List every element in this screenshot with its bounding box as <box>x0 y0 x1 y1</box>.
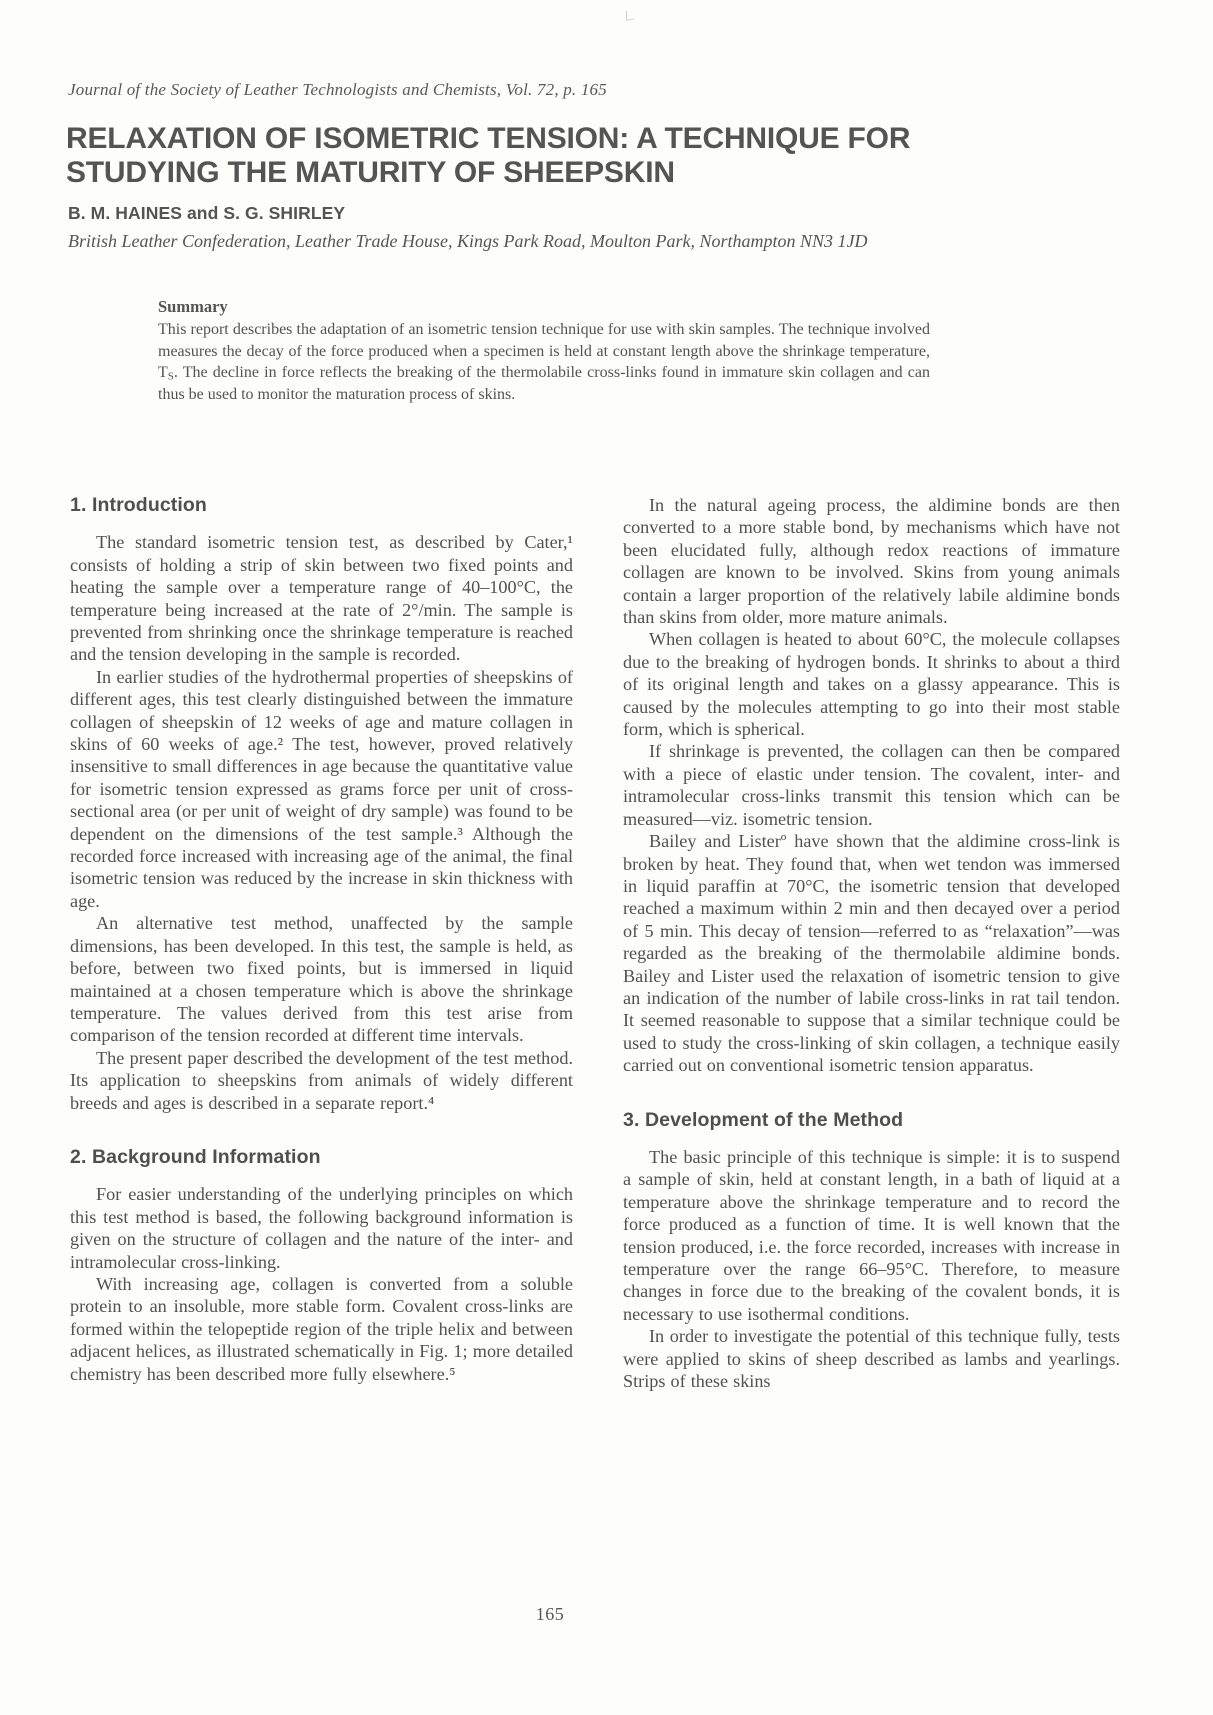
section-heading-development-of-method: 3. Development of the Method <box>623 1108 904 1131</box>
journal-citation-line: Journal of the Society of Leather Technologists and Chemists, Vol. 72, p. 165 <box>68 80 607 99</box>
section-heading-background-information: 2. Background Information <box>70 1145 321 1168</box>
paragraph: The basic principle of this technique is simple: it is to suspend a sample of skin, held at constant length, in a bath of liquid at a temperature above the shrinkage temperature and to record the force produced as a function of time. It is well known that the tension produced, i.e. the force recorded, increases with increase in temperature over the range 66–95°C. Therefore, to measure changes in force due to the breaking of the covalent bonds, it is necessary to use isothermal conditions. <box>623 1146 1120 1324</box>
left-column <box>70 494 573 1392</box>
summary-text <box>158 319 930 405</box>
paragraph: In the natural ageing process, the aldimine bonds are then converted to a more stable bond, by mechanisms which have not been elucidated fully, although redox reactions of immature collagen are known to be involved. Skins from young animals contain a larger proportion of the relatively labile aldimine bonds than skins from older, more mature animals. <box>623 495 1120 628</box>
paragraph: For easier understanding of the underlying principles on which this test method is based, the following background information is given on the structure of collagen and the nature of the inter- and intramolecular cross-linking. <box>70 1184 573 1272</box>
paragraph: In earlier studies of the hydrothermal properties of sheepskins of different ages, this test clearly distinguished between the immature collagen of sheepskin of 12 weeks of age and mature collagen in skins of 60 weeks of age.² The test, however, proved relatively insensitive to small differences in age because the quantitative value for isometric tension expressed as grams force per unit of cross-sectional area (or per unit of weight of dry sample) was found to be dependent on the dimensions of the test sample.³ Although the recorded force increased with increasing age of the animal, the final isometric tension was reduced by the increase in skin thickness with age. <box>70 666 573 911</box>
summary-text-after-sub: . The decline in force reflects the breaking of the thermolabile cross-links found in immature skin collagen and can thus be used to monitor the maturation process of skins. <box>158 363 930 404</box>
paragraph: Bailey and Listerº have shown that the aldimine cross-link is broken by heat. They found that, when wet tendon was immersed in liquid paraffin at 70°C, the isometric tension that developed reached a maximum within 2 min and then decayed over a period of 5 min. This decay of tension—referred to as “relaxation”—was regarded as the breaking of the thermolabile aldimine bonds. Bailey and Lister used the relaxation of isometric tension to give an indication of the number of labile cross-links in rat tail tendon. It seemed reasonable to suppose that a similar technique could be used to study the cross-linking of skin collagen, a technique easily carried out on conventional isometric tension apparatus. <box>623 831 1120 1076</box>
article-title-line1: RELAXATION OF ISOMETRIC TENSION: A TECHNIQUE FOR <box>66 122 911 155</box>
right-column <box>623 494 1120 1392</box>
summary-block <box>158 296 930 406</box>
affiliation: British Leather Confederation, Leather Trade House, Kings Park Road, Moulton Park, Northampton NN3 1JD <box>68 231 868 251</box>
paragraph: If shrinkage is prevented, the collagen can then be compared with a piece of elastic under tension. The covalent, inter- and intramolecular cross-links transmit this tension which can be measured—viz. isometric tension. <box>623 741 1120 829</box>
subscript-s: S <box>167 370 174 383</box>
summary-heading: Summary <box>158 297 228 316</box>
section-heading-introduction: 1. Introduction <box>70 494 207 516</box>
paragraph: An alternative test method, unaffected by the sample dimensions, has been developed. In this test, the sample is held, as before, between two fixed points, but is immersed in liquid maintained at a chosen temperature which is above the shrinkage temperature. The values derived from this test arise from comparison of the tension recorded at different time intervals. <box>70 913 573 1046</box>
scan-artifact <box>626 9 635 21</box>
article-title-line2: STUDYING THE MATURITY OF SHEEPSKIN <box>66 155 675 189</box>
article-title <box>66 122 1066 189</box>
authors: B. M. HAINES and S. G. SHIRLEY <box>68 203 346 223</box>
paragraph: With increasing age, collagen is converted from a soluble protein to an insoluble, more stable form. Covalent cross-links are formed within the telopeptide region of the triple helix and between adjacent helices, as illustrated schematically in Fig. 1; more detailed chemistry has been described more fully elsewhere.⁵ <box>70 1273 573 1384</box>
paragraph: The present paper described the development of the test method. Its application to sheepskins from animals of widely different breeds and ages is described in a separate report.⁴ <box>70 1047 573 1113</box>
page-number: 165 <box>535 1604 565 1624</box>
paragraph: The standard isometric tension test, as described by Cater,¹ consists of holding a strip of skin between two fixed points and heating the sample over a temperature range of 40–100°C, the temperature being increased at the rate of 2°/min. The sample is prevented from shrinking once the shrinkage temperature is reached and the tension developing in the sample is recorded. <box>70 532 573 665</box>
two-column-body <box>70 494 1120 1392</box>
paragraph: In order to investigate the potential of this technique fully, tests were applied to skins of sheep described as lambs and yearlings. Strips of these skins <box>623 1326 1120 1392</box>
paragraph: When collagen is heated to about 60°C, the molecule collapses due to the breaking of hydrogen bonds. It shrinks to about a third of its original length and takes on a glassy appearance. This is caused by the molecules attempting to go into their most stable form, which is spherical. <box>623 629 1120 740</box>
summary-text-before-sub: This report describes the adaptation of an isometric tension technique for use with skin samples. The technique involved measures the decay of the force produced when a specimen is held at constant length above the shrinkage temperature, T <box>158 321 930 381</box>
